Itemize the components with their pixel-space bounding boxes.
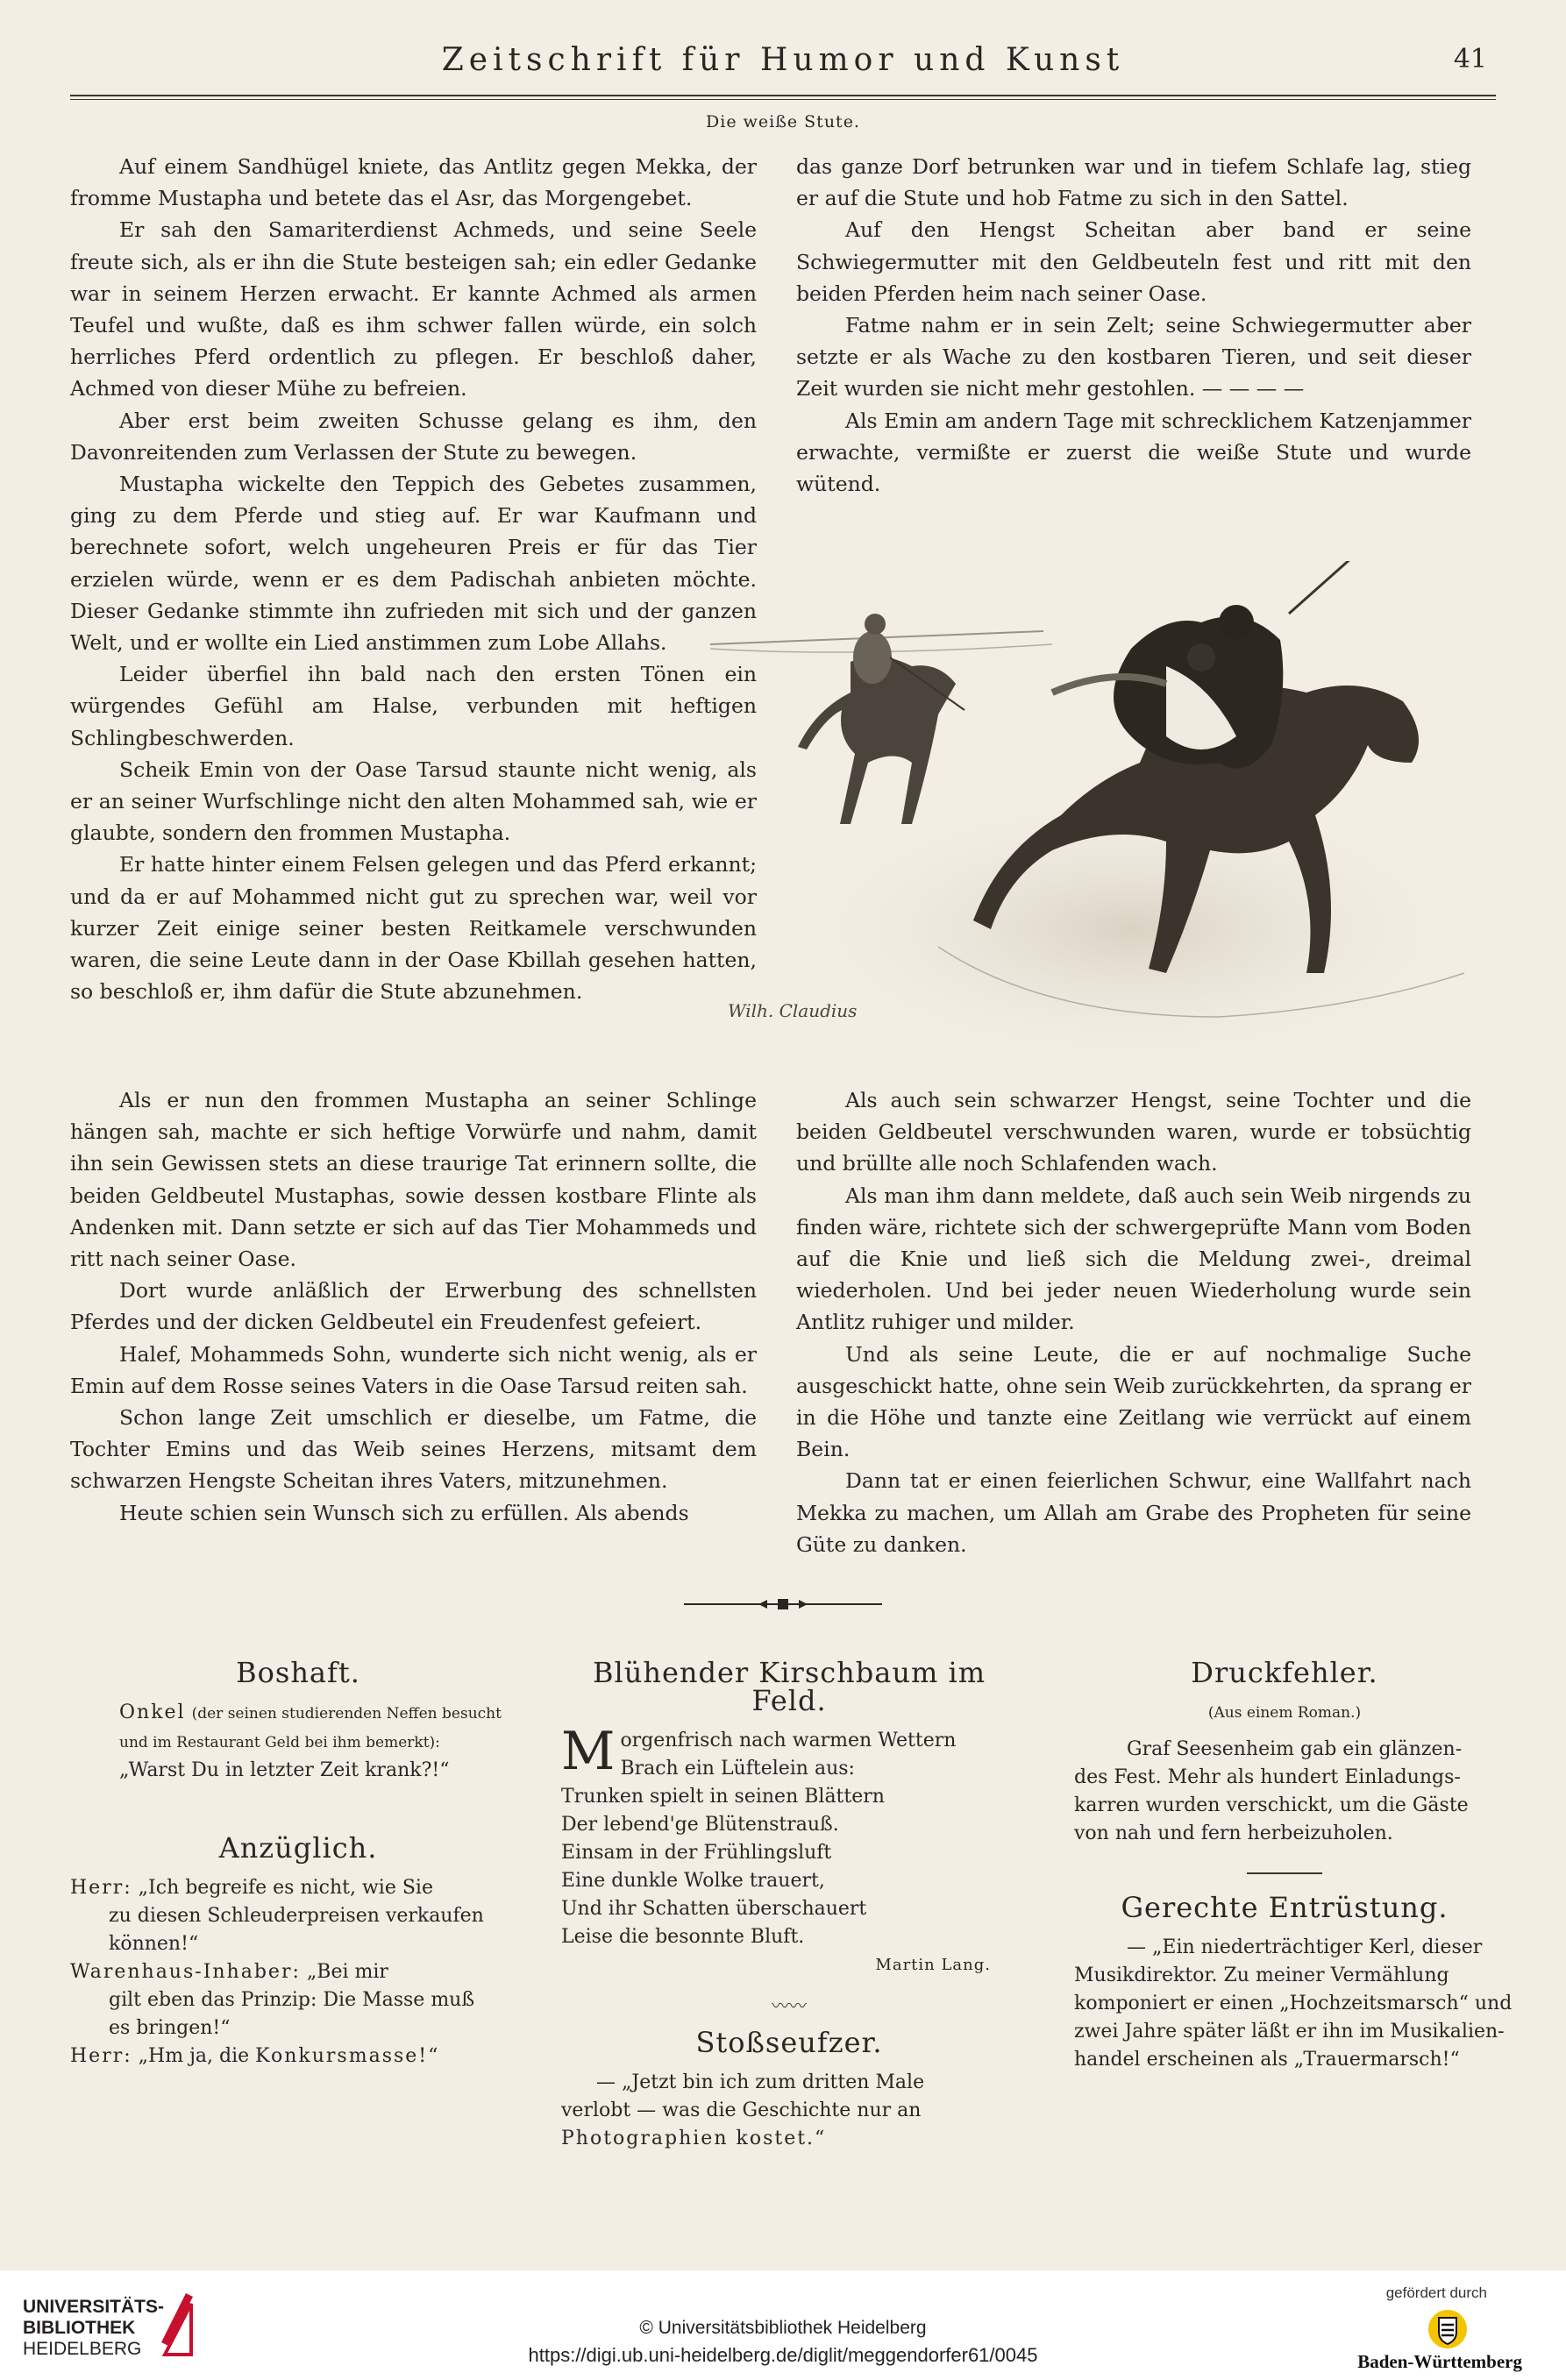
poem-line: orgenfrisch nach warmen Wettern	[620, 1730, 957, 1751]
section-rule	[1247, 1872, 1322, 1874]
poem-line: Brach ein Lüftelein aus:	[620, 1758, 855, 1780]
poem-line: Einsam in der Frühlingsluft	[561, 1842, 832, 1864]
ornament-separator	[684, 1595, 882, 1613]
joke-speaker: Herr:	[70, 1877, 132, 1899]
joke-line: „Hm ja, die	[138, 2045, 250, 2067]
joke-title-druckfehler: Druckfehler.	[1191, 1656, 1378, 1689]
joke-title-anzueglich: Anzüglich.	[218, 1831, 378, 1865]
story-paragraph: Scheik Emin von der Oase Tarsud staunte nicht wenig, als er an seiner Wurfschlinge nicht den alten Mohammed sah, wie er glaubte, sondern den frommen Mustapha.	[70, 757, 757, 846]
joke-line: karren wurden verschickt, um die Gäste	[1074, 1794, 1469, 1816]
distant-rider	[798, 614, 965, 824]
story-paragraph: Mustapha wickelte den Teppich des Gebetes zusammen, ging zu dem Pferde und stieg auf. Er war Kaufmann und berechnete sofort, welch ungeheuren Preis er für das Tier erzielen würde, wenn er es dem Padischah anbieten möchte. Dieser Gedanke stimmte ihn zufrieden mit sich und der ganzen Welt, und er wollte ein Lied anstimmen zum Lobe Allahs.	[70, 472, 757, 656]
sponsor-name[interactable]: Baden-Württemberg	[1357, 2351, 1522, 2372]
copyright-notice: © Universitätsbibliothek Heidelberg	[639, 2318, 927, 2338]
poem-dropcap: M	[561, 1721, 616, 1782]
poem-line: Leise die besonnte Bluft.	[561, 1926, 805, 1948]
story-paragraph: Dort wurde anläßlich der Erwerbung des schnellsten Pferdes und der dicken Geldbeutel ein Freudenfest gefeiert.	[70, 1278, 757, 1335]
joke-title-boshaft: Boshaft.	[236, 1656, 360, 1689]
joke-line: — „Ein niederträchtiger Kerl, dieser	[1127, 1936, 1483, 1958]
poem-line: Der lebend'ge Blütenstrauß.	[561, 1814, 839, 1836]
story-column-left-bottom	[70, 1084, 757, 1529]
poem-line: Trunken spielt in seinen Blättern	[561, 1786, 885, 1808]
viewer-footer	[0, 2270, 1566, 2380]
story-title: Die weiße Stute.	[706, 112, 860, 131]
tilde-divider: 〰〰	[772, 1995, 807, 2016]
page-header	[70, 35, 1496, 96]
joke-line: Graf Seesenheim gab ein glänzen-	[1127, 1738, 1463, 1760]
joke-speaker: Onkel	[119, 1702, 186, 1723]
story-paragraph: Auf einem Sandhügel kniete, das Antlitz gegen Mekka, der fromme Mustapha und betete das el Asr, das Morgengebet.	[70, 154, 757, 211]
story-paragraph: Fatme nahm er in sein Zelt; seine Schwiegermutter aber setzte er als Wache zu den kostbaren Tieren, und seit dieser Zeit wurden sie nicht mehr gestohlen. — — — —	[796, 313, 1471, 401]
joke-title-stossseufzer: Stoßseufzer.	[695, 2026, 883, 2059]
joke-speaker: Herr:	[70, 2045, 132, 2067]
poem-title: Blühender Kirschbaum im Feld.	[592, 1656, 986, 1717]
joke-subtitle: (Aus einem Roman.)	[1207, 1704, 1362, 1722]
jokes-column-middle	[561, 1656, 1017, 2153]
joke-line: zu diesen Schleuderpreisen verkaufen	[109, 1905, 484, 1927]
joke-line: — „Jetzt bin ich zum dritten Male	[596, 2071, 925, 2093]
poem-line: Und ihr Schatten überschauert	[561, 1898, 867, 1920]
running-title: Zeitschrift für Humor und Kunst	[441, 42, 1125, 78]
artist-signature: Wilh. Claudius	[728, 1000, 858, 1021]
story-column-left-top	[70, 151, 757, 1007]
jokes-column-right	[1074, 1656, 1513, 2074]
joke-quote: „Warst Du in letzter Zeit krank?!“	[119, 1759, 450, 1781]
story-paragraph: Er hatte hinter einem Felsen gelegen und das Pferd erkannt; und da er auf Mohammed nicht gut zu sprechen war, weil vor kurzer Zeit einige seiner besten Reitkamele verschwunden waren, die seine Leute dann in der Oase Kbillah gesehen hatten, so beschloß er, ihm dafür die Stute abzunehmen.	[70, 852, 757, 1005]
joke-line: Konkursmasse!“	[255, 2045, 440, 2067]
story-paragraph: Auf den Hengst Scheitan aber band er seine Schwiegermutter mit den Geldbeuteln fest und ritt mit den beiden Pferden heim nach seiner Oase.	[796, 217, 1471, 306]
library-name-line: BIBLIOTHEK	[23, 2318, 136, 2338]
story-paragraph: Und als seine Leute, die er auf nochmalige Suche ausgeschickt hatte, ohne sein Weib zurückkehrten, da sprang er in die Höhe und tanzte eine Zeitlang wie verrückt auf einem Bein.	[796, 1341, 1471, 1462]
page-number: 41	[1453, 44, 1487, 75]
joke-line: handel erscheinen als „Trauermarsch!“	[1074, 2049, 1460, 2071]
riders-illustration	[675, 561, 1491, 1087]
story-paragraph: Er sah den Samariterdienst Achmeds, und seine Seele freute sich, als er ihn die Stute besteigen sah; ein edler Gedanke war in seinem Herzen erwacht. Er kannte Achmed als armen Teufel und wußte, daß es ihm schwer fallen würde, ein solch herrliches Pferd ordentlich zu pflegen. Er beschloß daher, Achmed von dieser Mühe zu befreien.	[70, 217, 757, 401]
story-paragraph: Schon lange Zeit umschlich er dieselbe, um Fatme, die Tochter Emins und das Weib seines Herzens, mitsamt dem schwarzen Hengste Scheitan ihres Vaters, mitzunehmen.	[70, 1405, 757, 1494]
story-column-right-bottom	[796, 1084, 1471, 1560]
joke-line: es bringen!“	[109, 2017, 231, 2039]
joke-line: des Fest. Mehr als hundert Einladungs-	[1074, 1766, 1461, 1788]
joke-line: zwei Jahre später läßt er ihn im Musikalien-	[1074, 2021, 1505, 2043]
jokes-column-left	[70, 1656, 526, 2071]
joke-line: „Ich begreife es nicht, wie Sie	[138, 1877, 433, 1899]
joke-line: komponiert er einen „Hochzeitsmarsch“ und	[1074, 1993, 1513, 2014]
story-paragraph: Heute schien sein Wunsch sich zu erfüllen. Als abends	[119, 1500, 689, 1525]
story-paragraph: Als Emin am andern Tage mit schrecklichem Katzenjammer erwachte, vermißte er zuerst die weiße Stute und wurde wütend.	[796, 408, 1471, 497]
poem-line: Eine dunkle Wolke trauert,	[561, 1870, 825, 1892]
header-rule	[70, 95, 1496, 100]
story-paragraph: das ganze Dorf betrunken war und in tiefem Schlafe lag, stieg er auf die Stute und hob Fatme zu sich in den Sattel.	[796, 154, 1471, 211]
joke-line: „Bei mir	[306, 1961, 388, 1983]
library-name-line: UNIVERSITÄTS-	[23, 2297, 165, 2317]
joke-stage-direction: (der seinen studierenden Neffen besucht und im Restaurant Geld bei ihm bemerkt):	[119, 1705, 502, 1751]
story-paragraph: Leider überfiel ihn bald nach den ersten Tönen ein würgendes Gefühl am Halse, verbunden mit heftigen Schlingbeschwerden.	[70, 662, 757, 750]
story-paragraph: Aber erst beim zweiten Schusse gelang es ihm, den Davonreitenden zum Verlassen der Stute zu bewegen.	[70, 408, 757, 465]
joke-line: Photographien kostet.“	[561, 2128, 827, 2149]
joke-speaker: Warenhaus-Inhaber:	[70, 1961, 301, 1983]
sponsor-label: gefördert durch	[1385, 2284, 1487, 2301]
story-paragraph: Halef, Mohammeds Sohn, wunderte sich nicht wenig, als er Emin auf dem Rosse seines Vaters in die Oase Tarsud reiten sah.	[70, 1341, 757, 1398]
joke-line: verlobt — was die Geschichte nur an	[561, 2099, 922, 2121]
joke-line: gilt eben das Prinzip: Die Masse muß	[109, 1989, 475, 2011]
story-paragraph: Als er nun den frommen Mustapha an seiner Schlinge hängen sah, machte er sich heftige Vorwürfe und nahm, damit ihn sein Gewissen stets an diese traurige Tat erinnern sollte, die beiden Geldbeutel Mustaphas, sowie dessen kostbare Flinte als Andenken mit. Dann setzte er sich auf das Tier Mohammeds und ritt nach seiner Oase.	[70, 1088, 757, 1272]
permalink-url[interactable]: https://digi.ub.uni-heidelberg.de/diglit/meggendorfer61/0045	[528, 2344, 1038, 2366]
story-paragraph: Dann tat er einen feierlichen Schwur, eine Wallfahrt nach Mekka zu machen, um Allah am Grabe des Propheten für seine Güte zu danken.	[796, 1468, 1471, 1557]
story-paragraph: Als man ihm dann meldete, daß auch sein Weib nirgends zu finden wäre, richtete sich der schwergeprüfte Mann vom Boden auf die Knie und ließ sich die Meldung zwei-, dreimal wiederholen. Und bei jeder neuen Wiederholung wurde sein Antlitz ruhiger und milder.	[796, 1183, 1471, 1335]
state-crest-icon	[1427, 2309, 1468, 2349]
story-paragraph: Als auch sein schwarzer Hengst, seine Tochter und die beiden Geldbeutel verschwunden waren, wurde er tobsüchtig und brüllte alle noch Schlafenden wach.	[796, 1088, 1471, 1176]
joke-line: Musikdirektor. Zu meiner Vermählung	[1074, 1964, 1449, 1986]
poem-author: Martin Lang.	[875, 1956, 991, 1974]
library-name-line: HEIDELBERG	[23, 2339, 142, 2359]
joke-title-entruestung: Gerechte Entrüstung.	[1121, 1891, 1449, 1924]
joke-line: von nah und fern herbeizuholen.	[1074, 1822, 1393, 1844]
story-column-right-top	[796, 151, 1471, 500]
joke-line: können!“	[109, 1933, 199, 1955]
